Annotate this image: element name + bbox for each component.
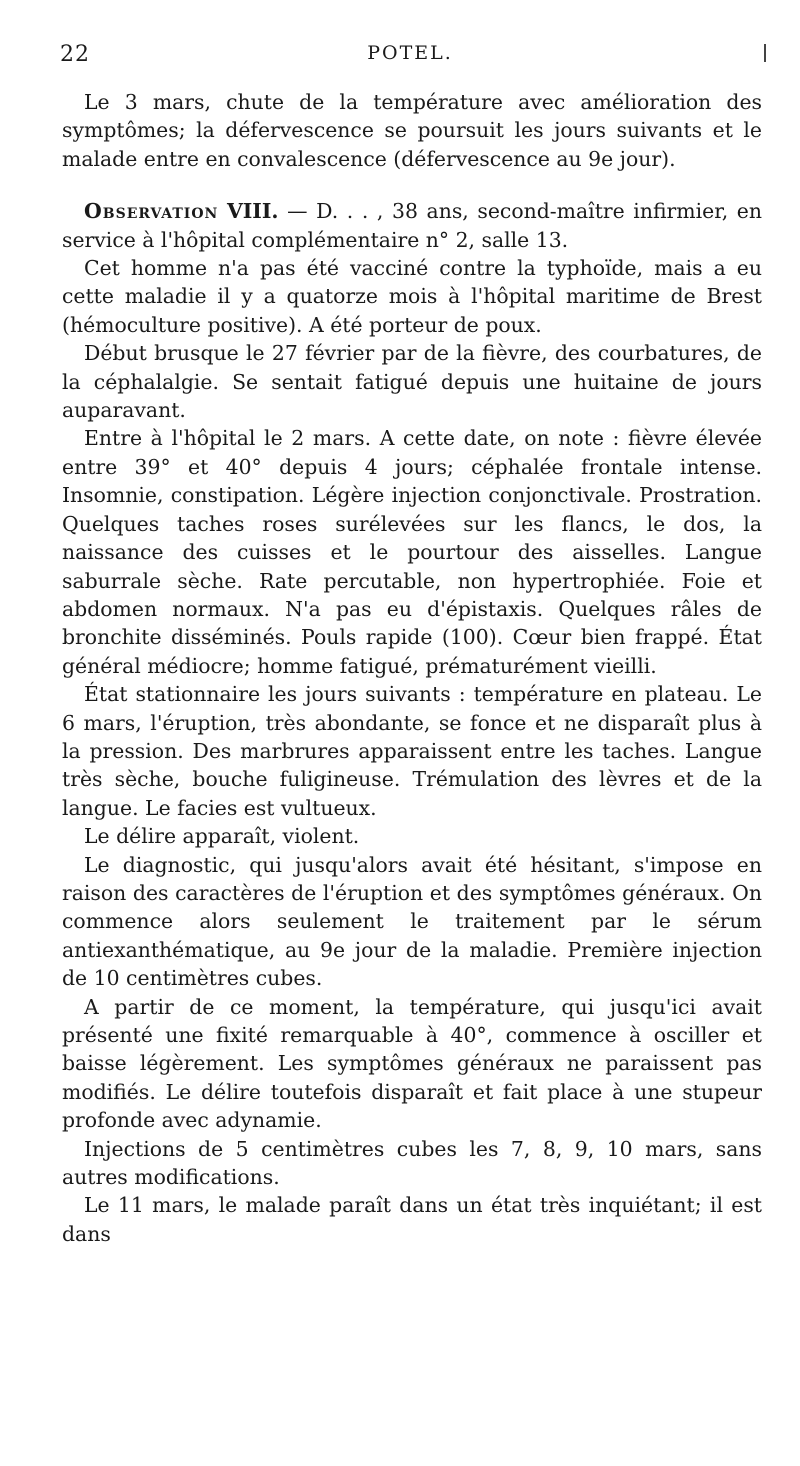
observation-text: — D. . . , 38 ans, second-maître infirmier, en service à l'hôpital complémentaire n° 2, salle 13. <box>62 199 763 252</box>
paragraph: Début brusque le 27 février par de la fièvre, des courbatures, de la céphalalgie. Se sentait fatigué depuis une huitaine de jours auparavant. <box>62 341 762 423</box>
paragraph: Le 11 mars, le malade paraît dans un état très inquiétant; il est dans <box>62 1193 762 1246</box>
paragraph: Le 3 mars, chute de la température avec amélioration des symptômes; la défervescence se poursuit les jours suivants et le malade entre en convalescence (défervescence au 9e jour). <box>62 90 762 171</box>
paragraph: Entre à l'hôpital le 2 mars. A cette date, on note : fièvre élevée entre 39° et 40° depuis 4 jours; céphalée frontale intense. Insomnie, constipation. Légère injection conjonctivale. Prostration. Quelques taches roses surélevées sur les flancs, le dos, la naissance des cuisses et le pourtour des aisselles. Langue saburrale sèche. Rate percutable, non hypertrophiée. Foie et abdomen normaux. N'a pas eu d'épistaxis. Quelques râles de bronchite disséminés. Pouls rapide (100). Cœur bien frappé. État général médiocre; homme fatigué, prématurément vieilli. <box>62 426 762 678</box>
observation-number: VIII. <box>226 199 279 224</box>
scan-edge-mark <box>764 44 766 62</box>
paragraph: Le diagnostic, qui jusqu'alors avait été hésitant, s'impose en raison des caractères de l'éruption et des symptômes généraux. On commence alors seulement le traitement par le sérum antiexanthématique, au 9e jour de la maladie. Première injection de 10 centimètres cubes. <box>62 852 762 991</box>
observation-label: Observation <box>84 199 219 224</box>
body-text <box>62 88 762 1248</box>
page-header <box>60 42 760 76</box>
running-head: POTEL. <box>367 42 453 64</box>
paragraph: État stationnaire les jours suivants : température en plateau. Le 6 mars, l'éruption, très abondante, se fonce et ne disparaît plus à la pression. Des marbrures apparaissent entre les taches. Langue très sèche, bouche fuligineuse. Trémulation des lèvres et de la langue. Le facies est vultueux. <box>62 682 762 820</box>
paragraph: Injections de 5 centimètres cubes les 7, 8, 9, 10 mars, sans autres modifications. <box>62 1136 762 1190</box>
paragraph: A partir de ce moment, la température, qui jusqu'ici avait présenté une fixité remarquable à 40°, commence à osciller et baisse légèrement. Les symptômes généraux ne paraissent pas modifiés. Le délire toutefois disparaît et fait place à une stupeur profonde avec adynamie. <box>62 994 762 1133</box>
page-number: 22 <box>60 42 90 67</box>
paragraph: Cet homme n'a pas été vacciné contre la typhoïde, mais a eu cette maladie il y a quatorze mois à l'hôpital maritime de Brest (hémoculture positive). A été porteur de poux. <box>62 256 762 337</box>
observation-heading <box>62 197 762 254</box>
paragraph: Le délire apparaît, violent. <box>84 824 360 849</box>
